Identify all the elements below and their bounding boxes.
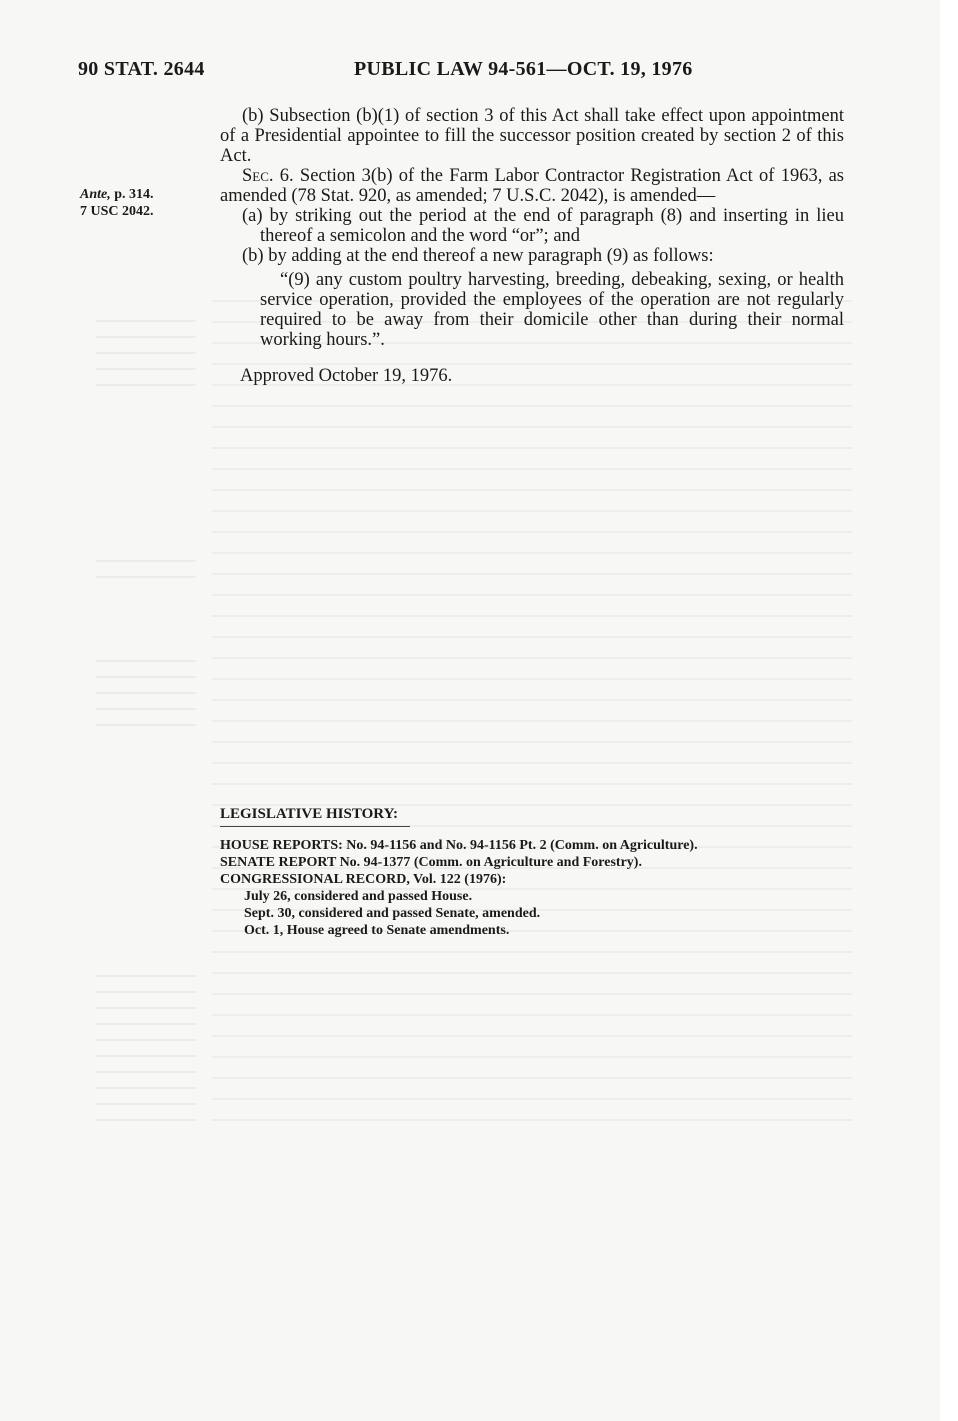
stat-page-number: 90 STAT. 2644 (78, 58, 205, 80)
section-6 (220, 166, 844, 206)
bleed-through-margin-note (96, 320, 196, 400)
statute-body (220, 106, 844, 386)
section-label: Sec. (242, 166, 274, 186)
public-law-title: PUBLIC LAW 94-561—OCT. 19, 1976 (354, 58, 693, 80)
bleed-through-text (212, 300, 852, 1130)
amendment-item-b: (b) by adding at the end thereof a new paragraph (9) as follows: (242, 246, 714, 266)
house-reports: HOUSE REPORTS: No. 94-1156 and No. 94-1156 Pt. 2 (Comm. on Agriculture). (220, 838, 698, 853)
margin-usc: 7 USC 2042. (80, 204, 154, 219)
section-6-text: 6. Section 3(b) of the Farm Labor Contractor Registration Act of 1963, as amended (78 Stat. 920, as amended; 7 U.S.C. 2042), is amended— (220, 166, 844, 206)
new-paragraph-9: “(9) any custom poultry harvesting, breeding, debeaking, sexing, or health service operation, provided the employees of the operation are not regularly required to be away from their domicile other than during their normal working hours.”. (260, 270, 844, 350)
margin-ante: Ante, (80, 187, 111, 202)
history-event: July 26, considered and passed House. (244, 889, 473, 904)
margin-ante-page: p. 314. (110, 187, 154, 202)
bleed-through-margin-note (96, 660, 196, 740)
bleed-through-margin-note (96, 560, 196, 590)
margin-citation (80, 186, 190, 220)
amendment-item-a: (a) by striking out the period at the end of paragraph (8) and inserting in lieu thereof a semicolon and the word “or”; and (242, 206, 844, 246)
approval-date: Approved October 19, 1976. (240, 366, 453, 386)
heading-underline (220, 826, 410, 827)
history-event: Sept. 30, considered and passed Senate, amended. (244, 906, 541, 921)
bleed-through-margin-note (96, 975, 196, 1125)
legislative-history-heading: LEGISLATIVE HISTORY: (220, 806, 399, 822)
history-event: Oct. 1, House agreed to Senate amendments. (244, 923, 510, 938)
paragraph-b-effective-date: (b) Subsection (b)(1) of section 3 of this Act shall take effect upon appointment of a Presidential appointee to fill the successor position created by section 2 of this Act. (220, 106, 844, 166)
congressional-record: CONGRESSIONAL RECORD, Vol. 122 (1976): (220, 872, 507, 887)
senate-report: SENATE REPORT No. 94-1377 (Comm. on Agriculture and Forestry). (220, 855, 642, 870)
